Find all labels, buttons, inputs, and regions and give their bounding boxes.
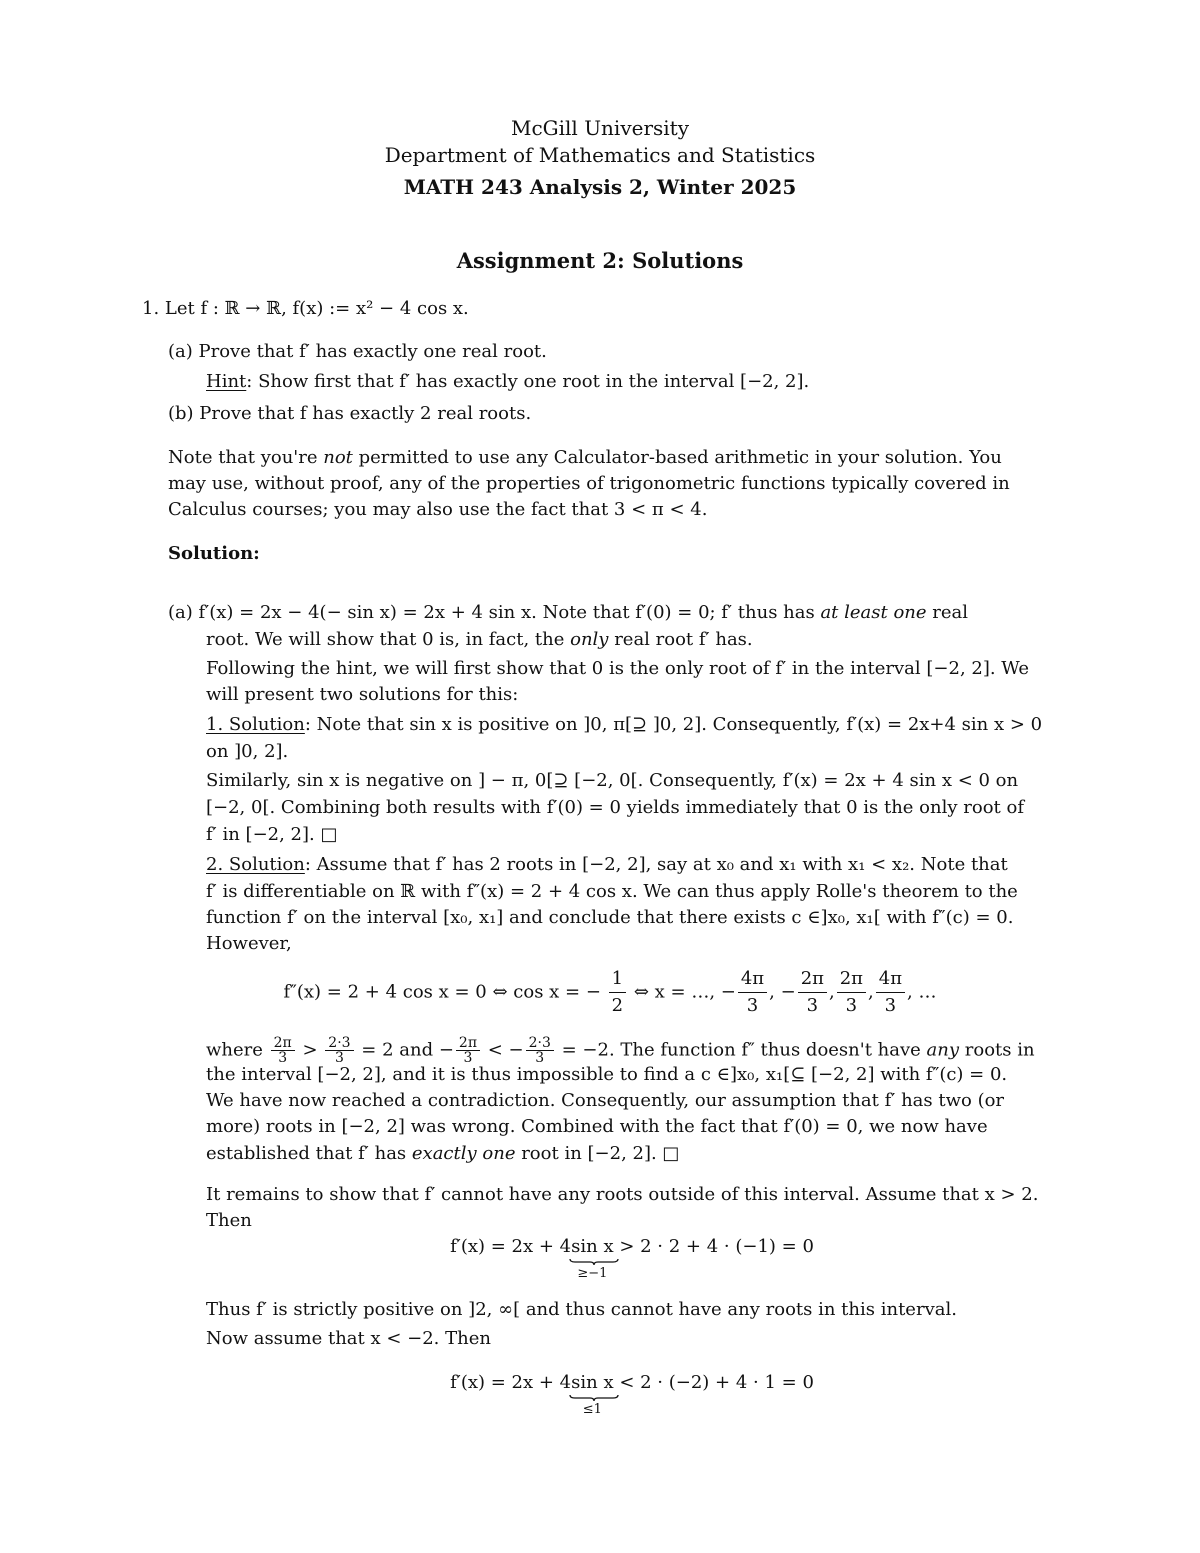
solution-text: real: [926, 602, 969, 623]
solution-emphasis: at least one: [820, 602, 927, 623]
second-solution-line-3: function f′ on the interval [x₀, x₁] and conclude that there exists c ∈]x₀, x₁[ with f″(c) = 0.: [206, 907, 1014, 928]
solution-text: : Assume that f′ has 2 roots in [−2, 2], say at x₀ and x₁ with x₁ < x₂. Note that: [304, 854, 1008, 875]
equation-text: , …: [907, 981, 937, 1003]
second-solution-line-4: However,: [206, 933, 292, 954]
hint-text: : Show first that f′ has exactly one root in the interval [−2, 2].: [246, 371, 810, 392]
numerator: 2π: [271, 1036, 295, 1051]
fraction-2x3-3: [526, 1036, 554, 1065]
numerator: 4π: [738, 966, 767, 993]
numerator: 2π: [456, 1036, 480, 1051]
numerator: 2π: [837, 966, 866, 993]
underbrace-term: [571, 1372, 614, 1417]
denominator: 3: [334, 1050, 344, 1066]
where-line-1: [206, 1036, 1035, 1065]
solution-text: >: [296, 1039, 324, 1061]
solution-text: roots in: [959, 1039, 1035, 1061]
note-line-1: [168, 446, 1002, 470]
solution-text: root in [−2, 2]. □: [515, 1143, 680, 1164]
underbrace-content: sin x: [571, 1372, 614, 1393]
solution-a-line-4: will present two solutions for this:: [206, 684, 519, 705]
problem-part-b: (b) Prove that f has exactly 2 real roots.: [168, 403, 532, 424]
where-line-5: [206, 1142, 679, 1166]
denominator: 3: [463, 1050, 473, 1066]
denominator: 3: [278, 1050, 288, 1066]
remains-line-2: Then: [206, 1210, 252, 1231]
solution-text: established that f′ has: [206, 1143, 412, 1164]
denominator: 3: [845, 995, 858, 1016]
numerator: 2·3: [526, 1036, 554, 1051]
denominator: 2: [611, 995, 624, 1016]
fraction-2pi-3: [456, 1036, 480, 1065]
solution-emphasis: any: [926, 1039, 960, 1061]
solution-text: real root f′ has.: [608, 629, 753, 650]
solution-text: = −2. The function f″ thus doesn't have: [555, 1039, 927, 1061]
solution-text: < −: [482, 1039, 524, 1061]
underbrace-term: [571, 1236, 614, 1281]
fraction-2pi-3: [837, 966, 866, 1019]
first-solution-label: 1. Solution: [206, 714, 305, 735]
equation-text: , −: [769, 981, 796, 1003]
hint-label: Hint: [206, 371, 247, 392]
underbrace-content: sin x: [571, 1236, 614, 1257]
numerator: 2·3: [325, 1036, 353, 1051]
fraction-2x3-3: [325, 1036, 353, 1065]
solution-heading: Solution:: [168, 543, 260, 564]
equation-text: ⇔ x = …, −: [633, 981, 736, 1003]
equation-text: ,: [868, 981, 874, 1003]
first-solution-line-4: [−2, 0[. Combining both results with f′(0) = 0 yields immediately that 0 is the only root of: [206, 797, 1024, 818]
note-emphasis: not: [323, 447, 353, 468]
course-title: MATH 243 Analysis 2, Winter 2025: [403, 175, 797, 199]
note-text: Note that you're: [168, 447, 324, 468]
underbrace-label: ≤1: [582, 1402, 602, 1417]
underbrace-icon: [569, 1394, 619, 1402]
fraction-4pi-3: [876, 966, 905, 1019]
numerator: 2π: [798, 966, 827, 993]
second-solution-line-2: f′ is differentiable on ℝ with f″(x) = 2 + 4 cos x. We can thus apply Rolle's theorem to the: [206, 881, 1018, 902]
solution-text: : Note that sin x is positive on ]0, π[⊇ ]0, 2]. Consequently, f′(x) = 2x+4 sin x > 0: [304, 714, 1043, 735]
equation-text: f′(x) = 2x + 4: [450, 1372, 572, 1393]
denominator: 3: [535, 1050, 545, 1066]
where-line-3: We have now reached a contradiction. Consequently, our assumption that f′ has two (or: [206, 1090, 1005, 1111]
solution-text: (a) f′(x) = 2x − 4(− sin x) = 2x + 4 sin x. Note that f′(0) = 0; f′ thus has: [168, 602, 821, 623]
solution-a-line-3: Following the hint, we will first show that 0 is the only root of f′ in the interval [−2, 2]. We: [206, 658, 1029, 679]
first-solution-line-1: [206, 713, 1042, 737]
first-solution-line-3: Similarly, sin x is negative on ] − π, 0[⊇ [−2, 0[. Consequently, f′(x) = 2x + 4 sin x < 0 on: [206, 770, 1019, 791]
solution-text: where: [206, 1039, 269, 1061]
equation-text: ,: [828, 981, 835, 1003]
denominator: 3: [806, 995, 819, 1016]
numerator: 1: [609, 966, 626, 993]
solution-emphasis: only: [570, 629, 609, 650]
equation-text: < 2 · (−2) + 4 · 1 = 0: [613, 1372, 814, 1393]
underbrace-icon: [569, 1258, 619, 1266]
equation-f-double-prime: [10, 966, 1200, 1019]
denominator: 3: [884, 995, 897, 1016]
fraction-one-half: [609, 966, 626, 1019]
remains-line-1: It remains to show that f′ cannot have any roots outside of this interval. Assume that x > 2.: [206, 1184, 1039, 1205]
second-solution-label: 2. Solution: [206, 854, 305, 875]
now-assume-line: Now assume that x < −2. Then: [206, 1328, 491, 1349]
problem-part-a: (a) Prove that f′ has exactly one real root.: [168, 341, 547, 362]
note-line-2: may use, without proof, any of the properties of trigonometric functions typically covered in: [168, 473, 1010, 494]
note-text: permitted to use any Calculator-based arithmetic in your solution. You: [352, 447, 1002, 468]
department-name: Department of Mathematics and Statistics: [384, 143, 816, 167]
first-solution-line-5: f′ in [−2, 2]. □: [206, 824, 338, 845]
equation-x-less-minus-2: [32, 1372, 1200, 1417]
university-name: McGill University: [510, 116, 690, 140]
where-line-2: the interval [−2, 2], and it is thus impossible to find a c ∈]x₀, x₁[⊆ [−2, 2] with f″(c) = 0.: [206, 1064, 1008, 1085]
solution-emphasis: exactly one: [411, 1143, 516, 1164]
note-line-3: Calculus courses; you may also use the fact that 3 < π < 4.: [168, 499, 708, 520]
solution-a-line-1: [168, 601, 968, 625]
solution-text: root. We will show that 0 is, in fact, the: [206, 629, 571, 650]
second-solution-line-1: [206, 853, 1008, 877]
solution-text: = 2 and −: [355, 1039, 454, 1061]
equation-text: f″(x) = 2 + 4 cos x = 0 ⇔ cos x = −: [283, 981, 601, 1003]
thus-line: Thus f′ is strictly positive on ]2, ∞[ and thus cannot have any roots in this interval.: [206, 1299, 957, 1320]
where-line-4: more) roots in [−2, 2] was wrong. Combined with the fact that f′(0) = 0, we now have: [206, 1116, 988, 1137]
first-solution-line-2: on ]0, 2].: [206, 741, 289, 762]
equation-x-greater-2: [32, 1236, 1200, 1281]
underbrace-label: ≥−1: [577, 1266, 608, 1281]
page-title: Assignment 2: Solutions: [456, 248, 744, 273]
equation-text: > 2 · 2 + 4 · (−1) = 0: [613, 1236, 814, 1257]
fraction-2pi-3: [271, 1036, 295, 1065]
numerator: 4π: [876, 966, 905, 993]
solution-a-line-2: [206, 628, 753, 652]
equation-text: f′(x) = 2x + 4: [450, 1236, 572, 1257]
hint-line: [206, 370, 809, 394]
fraction-2pi-3: [798, 966, 827, 1019]
fraction-4pi-3: [738, 966, 767, 1019]
problem-statement: 1. Let f : ℝ → ℝ, f(x) := x² − 4 cos x.: [142, 298, 469, 319]
denominator: 3: [746, 995, 759, 1016]
